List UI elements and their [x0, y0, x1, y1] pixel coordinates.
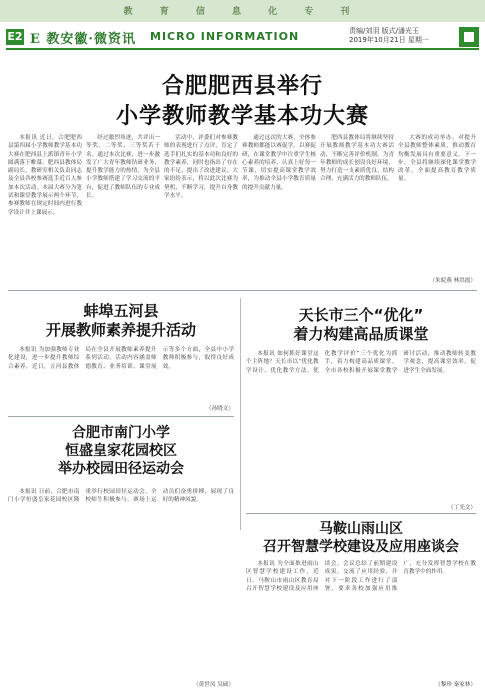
section-subtitle: MICRO INFORMATION: [150, 30, 300, 43]
main-article-col1: 本报讯 近日，合肥肥西县第四届小学教师教学基本功大赛在肥西县上派镇青年小学圆满落下帷幕。肥西县教体局副局长、教研室相关负责同志及全县各校参赛选手近百人参加本次活动。本届大赛分为笔试和课堂教学展示两个环节，参赛教师在规定时间内进行教学设计并上课展示。: [8, 135, 82, 216]
article3-body: 本报讯 如何抓好课堂这个主阵地？天长市以“优化教学设计、优化教学方法、优化教学评价”三个优化为抓手，着力构建高品质课堂。全市各校积极开展课堂教学研讨活动，推动教师转变教学观念，提高课堂效率，促进学生全面发展。: [246, 351, 476, 374]
article5-byline: （黎珍 秦家林）: [435, 682, 476, 688]
article5-title-line1: 马鞍山雨山区: [319, 521, 403, 537]
article2-title-line2: 开展教师素养提升活动: [45, 321, 196, 339]
section-name: E 教安徽·微资讯: [30, 32, 136, 47]
date-line: 2019年10月21日 星期一: [349, 36, 429, 44]
article2-body: 本报讯 为加强教师专业化建设，进一步提升教师综合素养，近日，五河县教体局在全县开展教师素养提升系列活动。活动内容涵盖师德教育、业务培训、课堂展示等多个方面，全县中小学教师积极参与，取得良好成效。: [8, 347, 234, 370]
main-article-col3: 活动中，评委们对参赛教师的表现进行了点评，肯定了选手们扎实的基本功和良好的教学素养，同时也指出了存在的不足，提出了改进建议。大家纷纷表示，将以此次比赛为契机，不断学习，提升自身教学水平。: [164, 135, 238, 200]
main-headline: [0, 72, 485, 132]
article5-title-line2: 召开智慧学校建设及应用座谈会: [263, 539, 459, 555]
article4-title-line1: 合肥市南门小学: [72, 425, 170, 441]
section-divider: [8, 290, 477, 291]
page-number: E2: [7, 30, 23, 43]
main-article-byline: （朱皖燕 林洪霞）: [429, 278, 476, 284]
article3-title-line1: 天长市三个“优化”: [298, 306, 424, 324]
article4-body: 本报讯 日前，合肥市南门小学恒盛皇家花园校区隆重举行校园田径运动会。全校师生积极参与，赛场上运动员们奋勇拼搏，展现了良好的精神风貌。: [8, 489, 234, 504]
article2-title: [8, 302, 234, 340]
main-article-col5: 肥西县教体局将继续坚持开展教师教学基本功大赛活动，不断完善评价机制，为青年教师的成长创设良好环境，努力打造一支素质优良、结构合理、充满活力的教师队伍。: [320, 135, 394, 183]
article4-byline: （黄世凤 吴硕）: [193, 682, 234, 688]
main-article-col6: 大赛的成功举办，对提升全县教师整体素质、推动教育均衡发展具有重要意义。下一步，全县将继续深化课堂教学改革，全面提高教育教学质量。: [398, 135, 476, 183]
article2-byline: （孙晓文）: [206, 406, 234, 412]
column-divider: [240, 298, 241, 530]
article4-title-line3: 举办校园田径运动会: [58, 461, 184, 477]
article5-title: [246, 520, 476, 556]
main-article-col4: 通过这次的大赛，全体参赛教师都能以赛促学、以赛促研，在课堂教学中注重学生核心素养的培养，认真上好每一节课，切实提高课堂教学效率，为推动全县小学教育质量的提升贡献力量。: [242, 135, 316, 191]
article3-byline: （丁光文）: [448, 505, 476, 511]
article3-title-line2: 着力构建高品质课堂: [293, 325, 429, 343]
editor-line: 责编/刘羽 版式/潘光玉: [349, 27, 419, 35]
page-meta: [349, 27, 441, 45]
article3-title: [246, 306, 476, 344]
header-rule: [6, 48, 479, 50]
header-strip: [0, 0, 485, 22]
article4-title: [8, 424, 234, 478]
page-bar: [0, 27, 485, 47]
article2-title-line1: 蚌埠五河县: [83, 302, 159, 320]
main-headline-line2: 小学教师教学基本功大赛: [115, 104, 369, 129]
article2-divider: [8, 416, 234, 417]
article3-divider: [246, 513, 476, 514]
main-headline-line1: 合肥肥西县举行: [161, 74, 323, 99]
article4-title-line2: 恒盛皇家花园校区: [65, 443, 177, 459]
header-tagline: 教 育 信 息 化 专 刊: [123, 7, 362, 17]
qr-code-icon: [459, 27, 479, 47]
main-article-col2: 经过激烈角逐，共评出一等奖、二等奖、三等奖若干名。通过本次比赛，进一步激发了广大青年教师钻研业务、提升教学能力的热情，为全县小学教师搭建了学习交流的平台，促进了教师队伍的专业成长。: [86, 135, 160, 200]
article5-body: 本报讯 为全面推进雨山区智慧学校建设工作，近日，马鞍山市雨山区教育局召开智慧学校建设及应用座谈会。会议总结了前期建设成果，交流了应用经验，并对下一阶段工作进行了部署，要求各校加强应用推广，充分发挥智慧学校在教育教学中的作用。: [246, 561, 476, 592]
